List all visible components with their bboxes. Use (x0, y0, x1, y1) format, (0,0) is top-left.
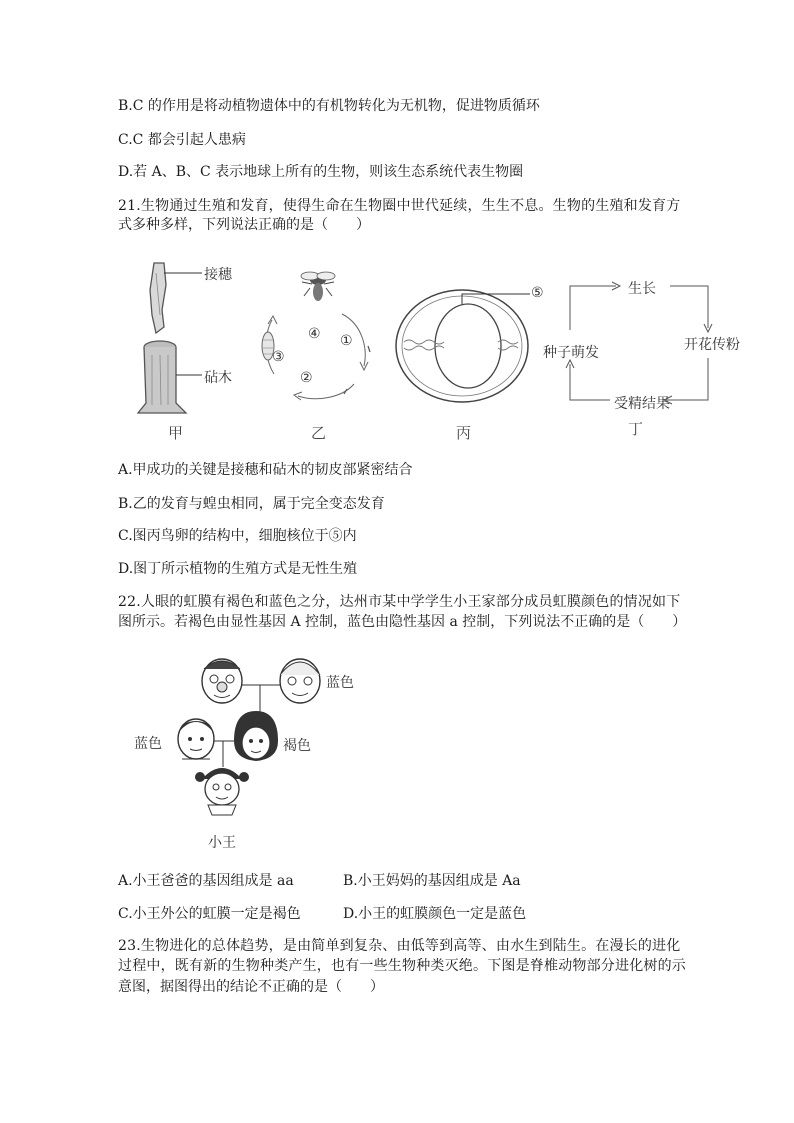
q22-option-c: C.小王外公的虹膜一定是褐色 (118, 906, 301, 922)
grandma-eye-color: 蓝色 (326, 675, 354, 691)
q21-option-a: A.甲成功的关键是接穗和砧木的韧皮部紧密结合 (118, 462, 413, 478)
q21-option-d: D.图丁所示植物的生殖方式是无性生殖 (118, 561, 358, 577)
plant-step-flowering: 开花传粉 (684, 337, 740, 353)
q22-option-b: B.小王妈妈的基因组成是 Aa (343, 873, 521, 889)
father-face (178, 719, 214, 759)
q22-stem-line1: 22.人眼的虹膜有褐色和蓝色之分，达州市某中学学生小王家部分成员虹膜颜色的情况如下 (118, 594, 681, 610)
figure-ding-caption: 丁 (628, 420, 644, 438)
plant-step-germination: 种子萌发 (543, 345, 599, 361)
father-eye-color: 蓝色 (134, 736, 162, 752)
q21-stem-line1: 21.生物通过生殖和发育，使得生命在生物圈中世代延续，生生不息。生物的生殖和发育方 (118, 198, 681, 214)
grafting-figure (130, 255, 260, 415)
q23-stem-line3: 意图，据图得出的结论不正确的是（ ） (118, 979, 384, 995)
insect-stage-4: ④ (308, 326, 321, 342)
scion-label: 接穗 (204, 267, 232, 283)
figure-yi-caption: 乙 (311, 424, 327, 442)
child-name-label: 小王 (208, 835, 236, 851)
q21-option-c: C.图丙鸟卵的结构中，细胞核位于⑤内 (118, 528, 357, 544)
q20-option-b: B.C 的作用是将动植物遗体中的有机物转化为无机物，促进物质循环 (118, 98, 540, 114)
insect-stage-1: ① (340, 333, 353, 349)
plant-step-fertilization: 受精结果 (614, 396, 670, 412)
figure-bing-caption: 丙 (456, 424, 472, 442)
q21-stem-line2: 式多种多样，下列说法正确的是（ ） (118, 217, 370, 233)
mother-eye-color: 褐色 (283, 738, 311, 754)
grandpa-face (202, 659, 242, 703)
q22-stem-line2: 图所示。若褐色由显性基因 A 控制，蓝色由隐性基因 a 控制，下列说法不正确的是（ ） (118, 614, 687, 630)
rootstock-label: 砧木 (204, 370, 232, 386)
insect-stage-2: ② (300, 370, 313, 386)
insect-stage-3: ③ (272, 349, 285, 365)
q23-stem-line2: 过程中，既有新的生物种类产生，也有一些生物种类灭绝。下图是脊椎动物部分进化树的示 (118, 958, 686, 974)
q21-option-b: B.乙的发育与蝗虫相同，属于完全变态发育 (118, 496, 385, 512)
q20-option-d: D.若 A、B、C 表示地球上所有的生物，则该生态系统代表生物圈 (118, 164, 524, 180)
mother-face (234, 711, 278, 761)
figure-jia-caption: 甲 (168, 424, 184, 442)
q22-option-d: D.小王的虹膜颜色一定是蓝色 (343, 906, 527, 922)
plant-step-growth: 生长 (628, 281, 656, 297)
grandma-face (280, 659, 320, 703)
pedigree-figure (170, 655, 390, 815)
q20-option-c: C.C 都会引起人患病 (118, 132, 246, 148)
q22-option-a: A.小王爸爸的基因组成是 aa (118, 873, 294, 889)
bird-egg-figure (392, 280, 562, 420)
child-face (195, 768, 249, 815)
egg-marker-5: ⑤ (531, 285, 544, 301)
q23-stem-line1: 23.生物进化的总体趋势，是由简单到复杂、由低等到高等、由水生到陆生。在漫长的进化 (118, 938, 681, 954)
